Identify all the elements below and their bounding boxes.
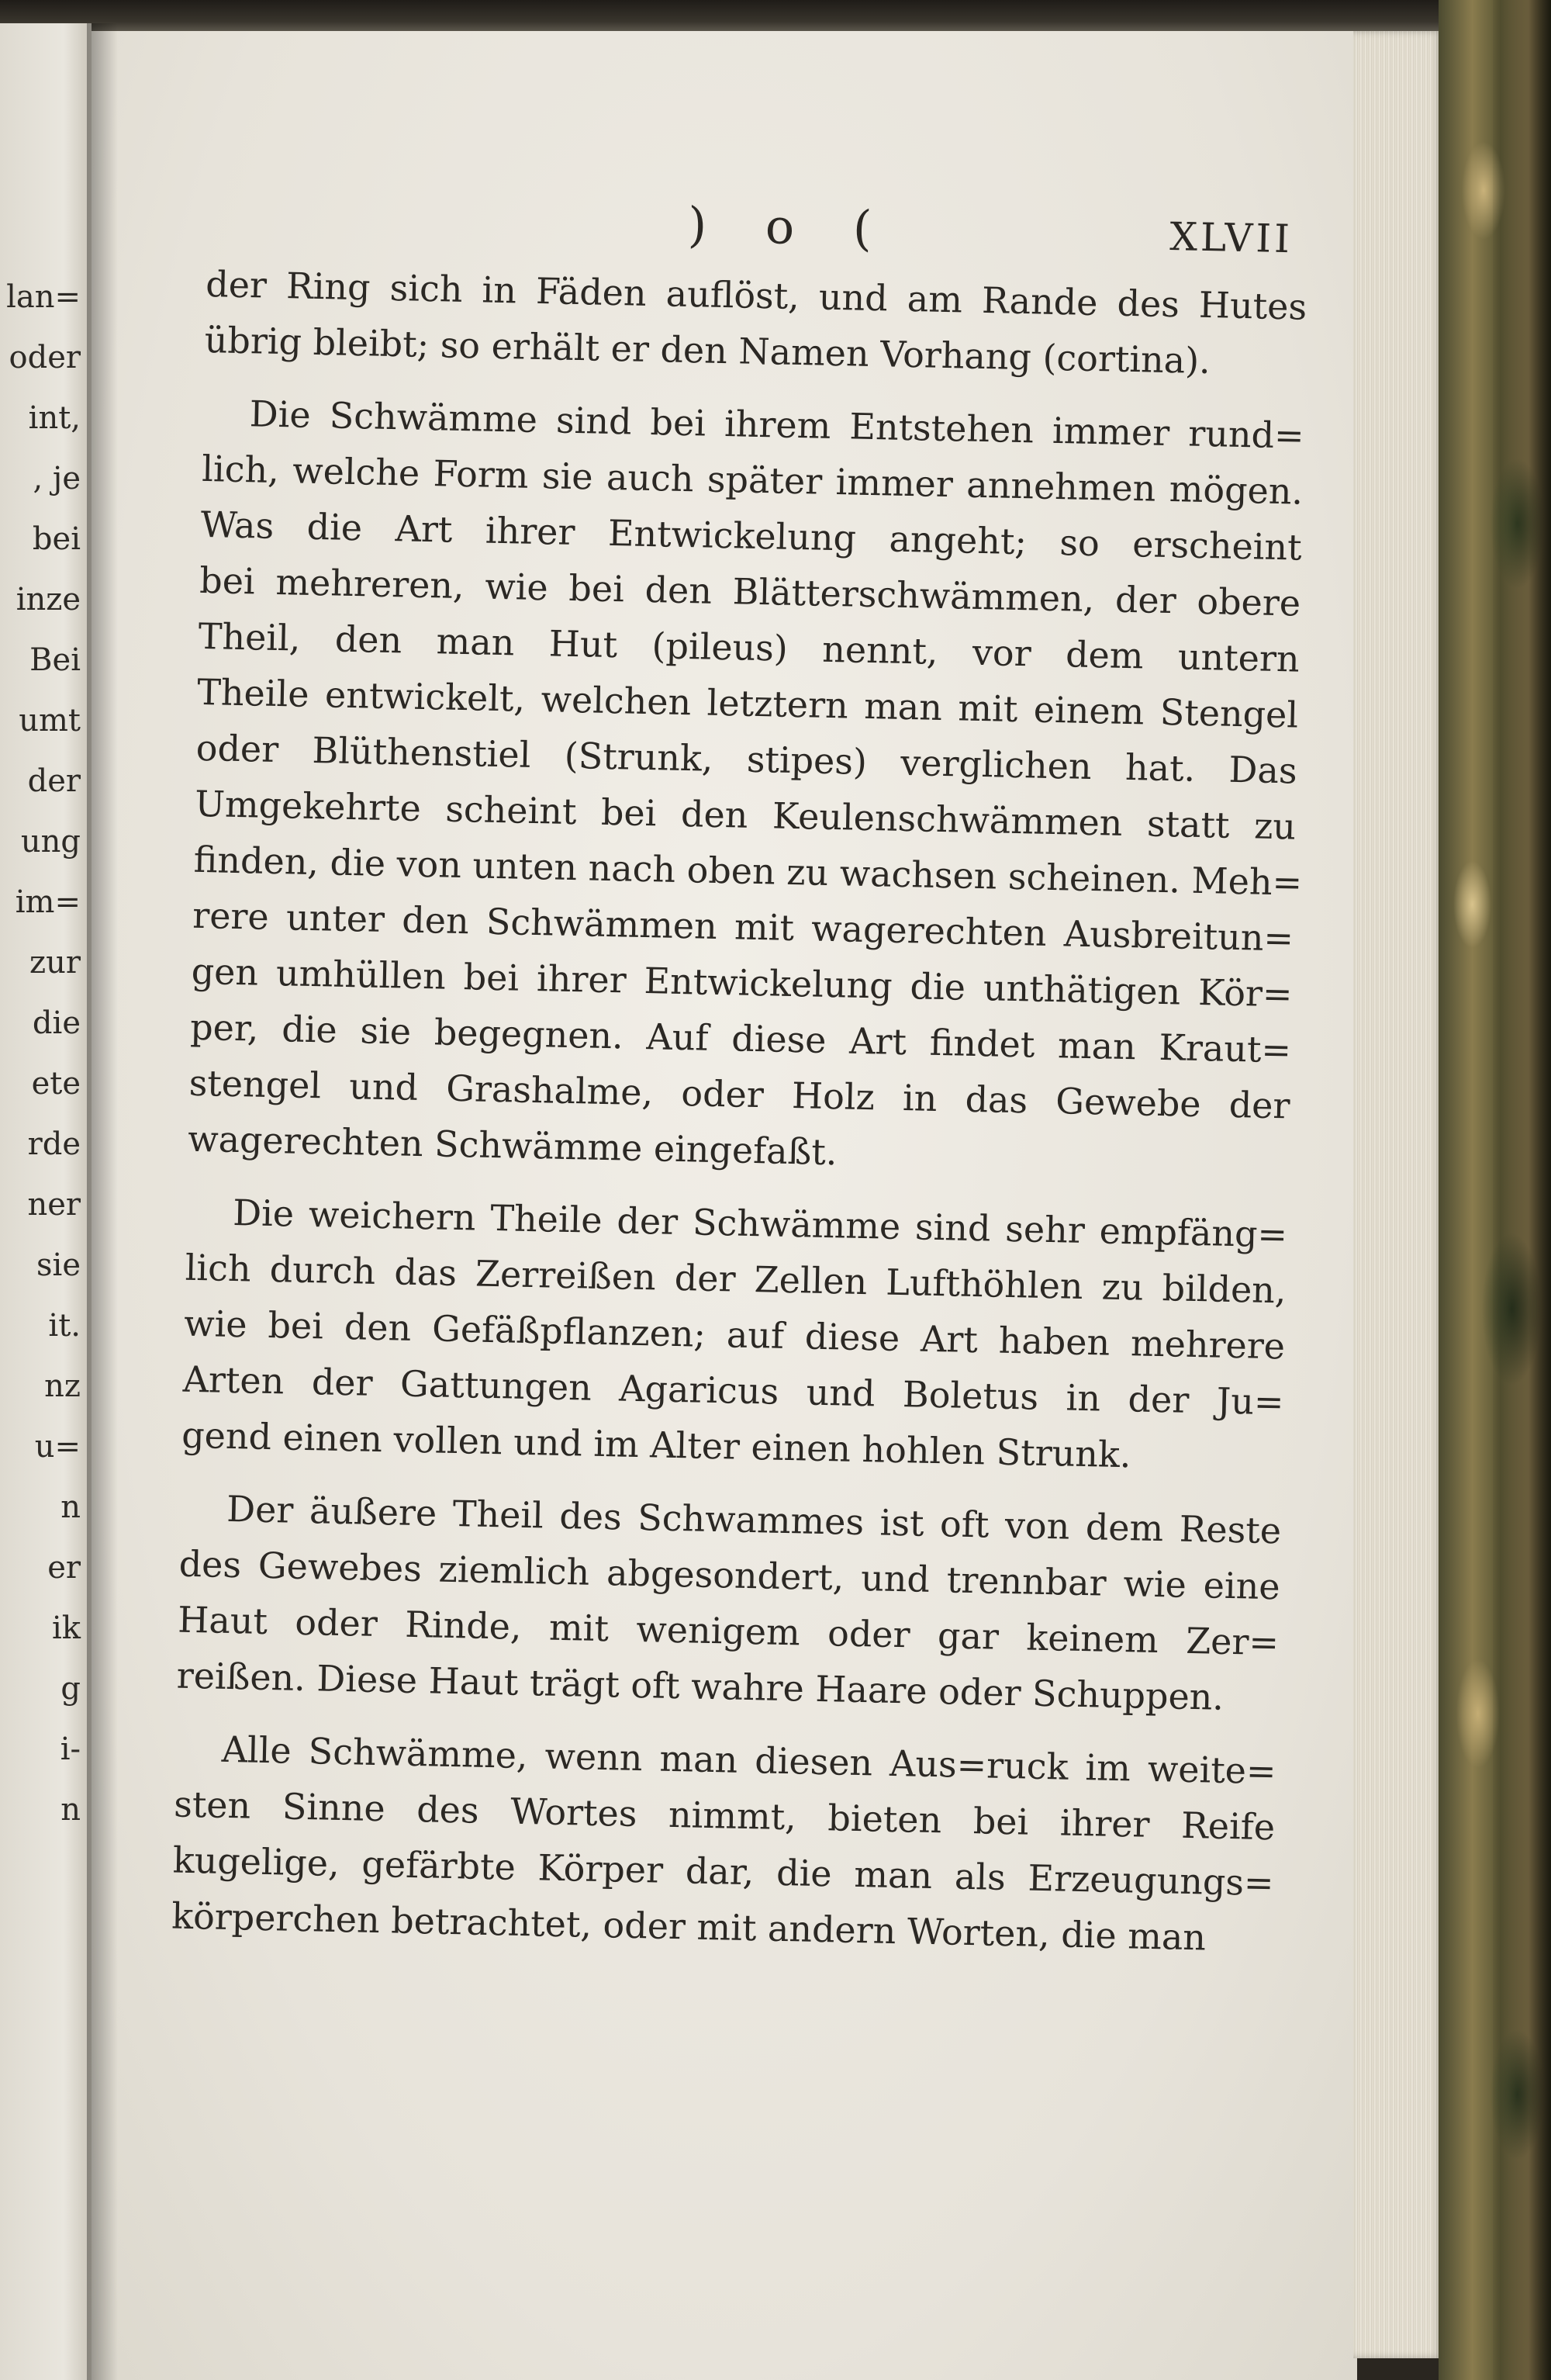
text-line: gen umhüllen bei ihrer Entwickelung die unthätigen Kör=: [191, 950, 1294, 1015]
facing-page-fragment: ik: [51, 1610, 81, 1646]
text-line: wie bei den Gefäßpflanzen; auf diese Art haben mehrere: [183, 1302, 1286, 1368]
text-line: lich durch das Zerreißen der Zellen Lufthöhlen zu bilden,: [185, 1246, 1287, 1312]
text-line: des Gewebes ziemlich abgesondert, und trennbar wie eine: [178, 1542, 1281, 1608]
facing-page-fragment: lan=: [6, 279, 81, 315]
paragraph: [176, 1480, 1282, 1727]
text-line: stengel und Grashalme, oder Holz in das Gewebe der: [188, 1061, 1291, 1127]
paragraph: [181, 1184, 1288, 1486]
marbled-cover-edge: [1439, 0, 1551, 2380]
text-line: der Ring sich in Fäden auflöst, und am Rande des Hutes: [205, 262, 1307, 328]
text-line: Theile entwickelt, welchen letztern man mit einem Stengel: [196, 670, 1299, 736]
text-line: Haut oder Rinde, mit wenigem oder gar keinem Zer=: [177, 1598, 1280, 1664]
facing-page-fragment: zur: [29, 945, 81, 981]
facing-page-fragment: oder: [9, 340, 81, 375]
book-page: [92, 31, 1357, 2380]
facing-page-fragment: nz: [44, 1368, 81, 1404]
text-line: per, die sie begegnen. Auf diese Art findet man Kraut=: [189, 1005, 1292, 1071]
text-line: Umgekehrte scheint bei den Keulenschwämmen statt zu: [194, 782, 1297, 848]
text-line: lich, welche Form sie auch später immer annehmen mögen.: [201, 447, 1304, 513]
text-line: finden, die von unten nach oben zu wachsen scheinen. Meh=: [193, 838, 1303, 904]
page-stack-edge: [1353, 31, 1442, 2358]
facing-page-fragment: umt: [19, 703, 81, 739]
facing-page-fragment: , je: [33, 461, 81, 496]
text-line: Der äußere Theil des Schwammes ist oft von dem Reste: [226, 1487, 1282, 1552]
text-line: wagerechten Schwämme eingefaßt.: [187, 1117, 838, 1174]
facing-page-fragment: Bei: [29, 642, 81, 678]
facing-page-fragment: inze: [16, 582, 81, 617]
text-line: Die weichern Theile der Schwämme sind sehr empfäng=: [232, 1191, 1288, 1256]
facing-page-fragment: der: [27, 763, 81, 799]
page-text: [171, 186, 1309, 1967]
text-line: sten Sinne des Wortes nimmt, bieten bei ihrer Reife: [173, 1783, 1276, 1849]
paragraph: [204, 256, 1307, 391]
facing-page: [0, 23, 92, 2380]
text-line: gend einen vollen und im Alter einen hohlen Strunk.: [181, 1413, 1131, 1476]
header-ornament: ) o (: [687, 195, 894, 258]
text-line: oder Blüthenstiel (Strunk, stipes) verglichen hat. Das: [195, 726, 1298, 792]
text-line: Theil, den man Hut (pileus) nennt, vor dem untern: [198, 614, 1301, 680]
text-line: Die Schwämme sind bei ihrem Entstehen immer rund=: [249, 393, 1305, 457]
facing-page-fragment: ete: [31, 1066, 81, 1102]
facing-page-fragment: n: [60, 1792, 81, 1828]
text-line: reißen. Diese Haut trägt oft wahre Haare oder Schuppen.: [176, 1654, 1225, 1718]
text-line: Was die Art ihrer Entwickelung angeht; so erscheint: [200, 503, 1303, 569]
gutter-shadow: [87, 23, 118, 2380]
text-line: Arten der Gattungen Agaricus und Boletus in der Ju=: [182, 1358, 1285, 1424]
facing-page-fragment: die: [32, 1005, 81, 1041]
text-line: rere unter den Schwämmen mit wagerechten Ausbreitun=: [192, 894, 1294, 960]
paragraph: [188, 385, 1305, 1190]
facing-page-fragment: n: [60, 1489, 81, 1525]
text-line: körperchen betrachtet, oder mit andern Worten, die man: [171, 1894, 1207, 1959]
facing-page-fragment: int,: [28, 400, 81, 436]
page-number: XLVII: [1169, 213, 1294, 262]
text-line: übrig bleibt; so erhält er den Namen Vorhang (cortina).: [204, 318, 1211, 382]
facing-page-fragment: ner: [27, 1187, 81, 1223]
text-line: bei mehreren, wie bei den Blätterschwämmen, der obere: [199, 559, 1301, 624]
facing-page-fragment: g: [60, 1671, 81, 1707]
facing-page-fragment: sie: [36, 1247, 81, 1283]
facing-page-fragment: it.: [48, 1308, 81, 1344]
text-line: kugelige, gefärbte Körper dar, die man als Erzeugungs=: [172, 1839, 1275, 1904]
text-line: Alle Schwämme, wenn man diesen Aus=ruck im weite=: [221, 1728, 1277, 1793]
body-text: [171, 256, 1307, 1967]
facing-page-fragment: er: [47, 1550, 81, 1586]
facing-page-fragment: bei: [32, 521, 81, 557]
facing-page-fragment: ung: [20, 824, 81, 860]
facing-page-fragment: u=: [34, 1429, 81, 1465]
facing-page-fragment: im=: [15, 884, 81, 920]
paragraph: [171, 1721, 1277, 1967]
facing-page-fragment: i-: [60, 1731, 81, 1767]
facing-page-fragment: rde: [27, 1126, 81, 1162]
